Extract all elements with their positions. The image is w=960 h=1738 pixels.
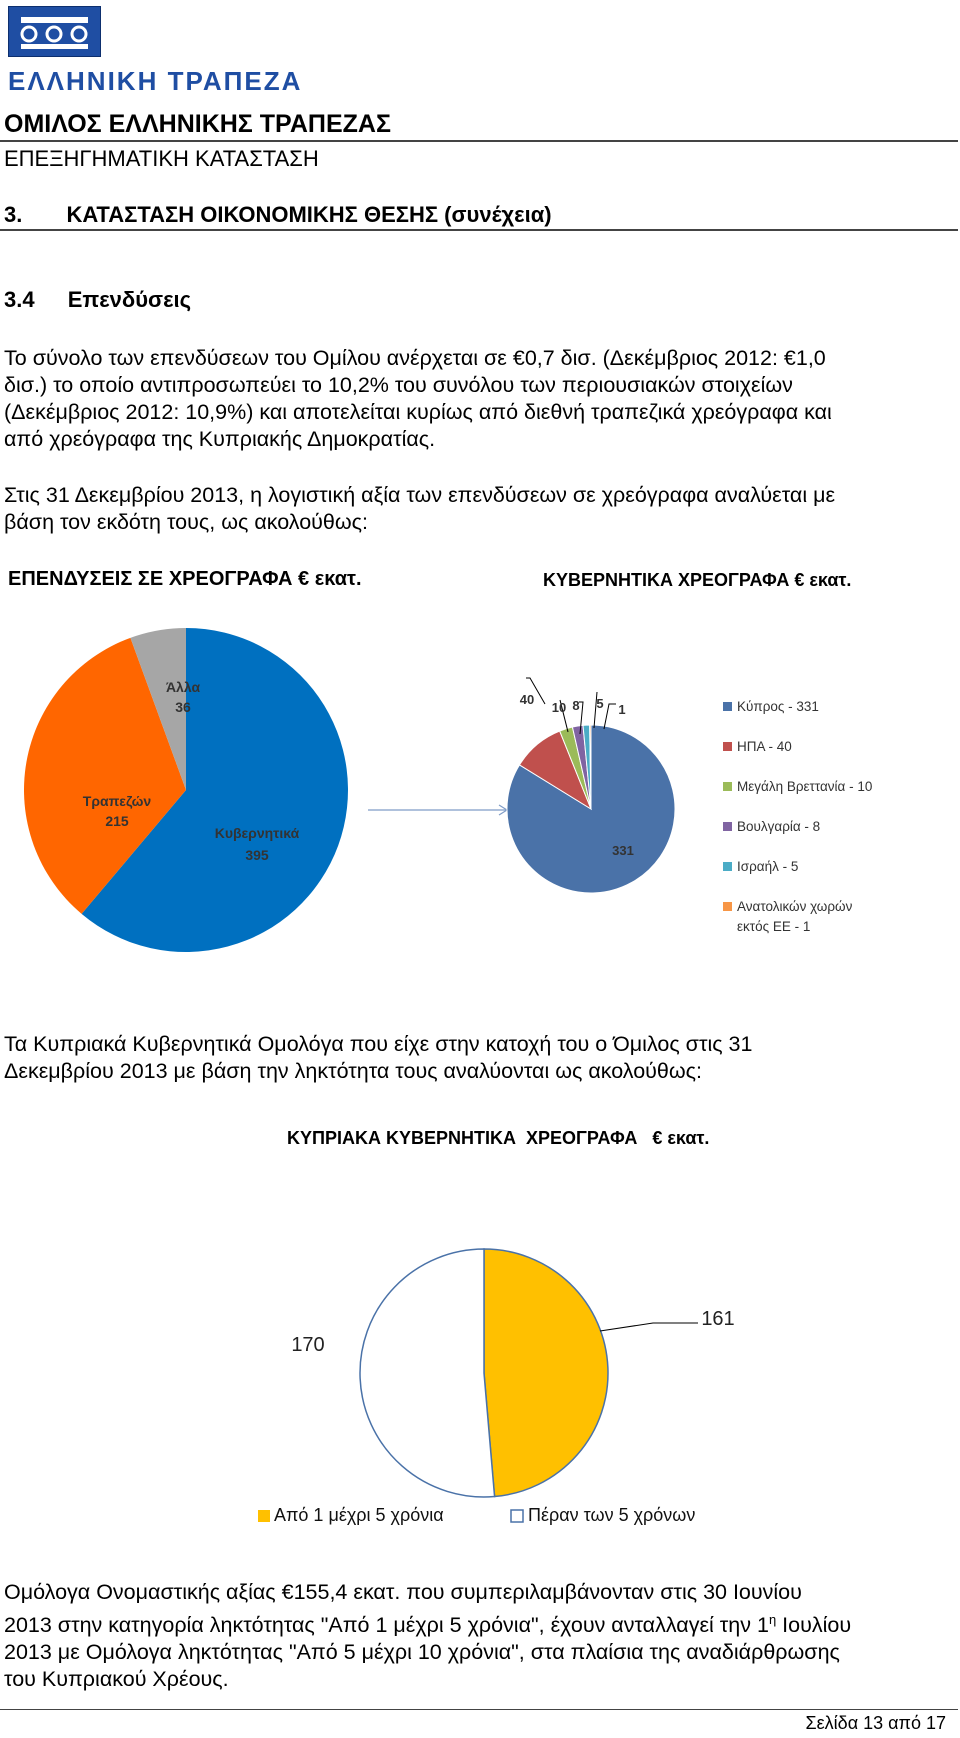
- text-line: [4, 1606, 949, 1639]
- bank-logo-text: ΕΛΛΗΝΙΚΗ ΤΡΑΠΕΖΑ: [8, 66, 303, 96]
- subsection-heading: [4, 287, 191, 313]
- slice-value-uk: 10: [551, 700, 567, 715]
- paragraph-maturity: [4, 1031, 949, 1085]
- pie-slice-1: [360, 1249, 495, 1497]
- chart-title-cyprus: ΚΥΠΡΙΑΚΑ ΚΥΒΕΡΝΗΤΙΚΑ ΧΡΕΟΓΡΑΦΑ € εκατ.: [287, 1128, 710, 1148]
- footer-divider: [0, 1709, 958, 1710]
- text-line: δισ.) το οποίο αντιπροσωπεύει το 10,2% του συνόλου των περιουσιακών στοιχείων: [4, 373, 793, 397]
- legend-swatch: [723, 742, 732, 751]
- text-line: 2013 με Ομόλογα ληκτότητας "Από 5 μέχρι 10 χρόνια", στα πλαίσια της αναδιάρθρωσης: [4, 1640, 840, 1665]
- slice-label-government: Κυβερνητικά: [214, 825, 300, 841]
- text-line: (Δεκέμβριος 2012: 10,9%) και αποτελείται κυρίως από διεθνή τραπεζικά χρεόγραφα και: [4, 400, 832, 424]
- legend-swatch: [723, 862, 732, 871]
- slice-value-israel: 5: [596, 696, 604, 711]
- text-line: του Κυπριακού Χρέους.: [4, 1667, 229, 1692]
- paragraph-investments: [4, 345, 949, 453]
- report-title: ΕΠΕΞΗΓΗΜΑΤΙΚΗ ΚΑΤΑΣΤΑΣΗ: [4, 146, 319, 171]
- section-number: 3.: [4, 202, 23, 227]
- text-line: Το σύνολο των επενδύσεων του Ομίλου ανέρχεται σε €0,7 δισ. (Δεκέμβριος 2012: €1,0: [4, 346, 826, 370]
- text-line: Δεκεμβρίου 2013 με βάση την ληκτότητα τους αναλύονται ως ακολούθως:: [4, 1059, 703, 1083]
- legend-swatch: [258, 1510, 270, 1522]
- pie-chart-investments: [24, 628, 348, 952]
- pie-slice-0: [484, 1249, 608, 1497]
- group-title: ΟΜΙΛΟΣ ΕΛΛΗΝΙΚΗΣ ΤΡΑΠΕΖΑΣ: [4, 110, 391, 138]
- legend-eastern-l1: Ανατολικών χωρών: [737, 899, 853, 914]
- legend-swatch: [723, 702, 732, 711]
- slice-value-government: 395: [245, 847, 269, 863]
- legend-swatch: [723, 782, 732, 791]
- arrow-connector: [368, 805, 507, 815]
- slice-value-cyprus: 331: [612, 843, 634, 858]
- paragraph-analysis: [4, 482, 949, 536]
- slice-label-banks: Τραπεζών: [82, 793, 152, 809]
- legend-over-5-years: Πέραν των 5 χρόνων: [528, 1505, 696, 1525]
- pie2-legend: [723, 699, 872, 934]
- legend-cyprus: Κύπρος - 331: [737, 699, 819, 714]
- text-line: από χρεόγραφα της Κυπριακής Δημοκρατίας.: [4, 427, 436, 451]
- slice-value-bulgaria: 8: [572, 698, 580, 713]
- pie-chart-government: [507, 725, 675, 893]
- legend-swatch: [723, 822, 732, 831]
- legend-uk: Μεγάλη Βρεττανία - 10: [737, 779, 873, 794]
- legend-swatch: [723, 902, 732, 911]
- slice-value-eastern: 1: [618, 702, 626, 717]
- slice-value-1-5: 161: [701, 1308, 735, 1330]
- temple-logo-icon: [9, 7, 100, 56]
- text-part: 2013 στην κατηγορία ληκτότητας "Από 1 μέχρι 5 χρόνια", έχουν ανταλλαγεί την 1: [4, 1613, 769, 1638]
- slice-value-usa: 40: [519, 692, 535, 707]
- legend-usa: ΗΠΑ - 40: [737, 739, 792, 754]
- superscript: η: [768, 1612, 777, 1627]
- cyprus-maturity-chart: [0, 1180, 960, 1540]
- subsection-number: 3.4: [4, 287, 35, 312]
- paragraph-exchange: [4, 1579, 949, 1693]
- divider: [0, 140, 958, 142]
- section-title: ΚΑΤΑΣΤΑΣΗ ΟΙΚΟΝΟΜΙΚΗΣ ΘΕΣΗΣ (συνέχεια): [66, 202, 552, 227]
- legend-israel: Ισραήλ - 5: [737, 859, 799, 874]
- text-line: Τα Κυπριακά Κυβερνητικά Ομολόγα που είχε στην κατοχή του ο Όμιλος στις 31: [4, 1032, 753, 1056]
- slice-label-other: Άλλα: [165, 679, 201, 695]
- pie3-legend: [258, 1505, 695, 1525]
- legend-eastern-l2: εκτός ΕΕ - 1: [737, 919, 811, 934]
- section-heading: [4, 202, 552, 228]
- page-number: Σελίδα 13 από 17: [805, 1713, 946, 1733]
- investment-charts: [0, 600, 960, 1000]
- leader-line: [600, 1323, 698, 1331]
- slice-value-other: 36: [175, 699, 191, 715]
- slice-value-over-5: 170: [291, 1334, 325, 1356]
- text-line: Ομόλογα Ονομαστικής αξίας €155,4 εκατ. που συμπεριλαμβάνονταν στις 30 Ιουνίου: [4, 1580, 802, 1604]
- text-line: βάση τον εκδότη τους, ως ακολούθως:: [4, 510, 368, 534]
- legend-bulgaria: Βουλγαρία - 8: [737, 819, 821, 834]
- chart-title-investments: ΕΠΕΝΔΥΣΕΙΣ ΣΕ ΧΡΕΟΓΡΑΦΑ € εκατ.: [8, 568, 362, 590]
- divider: [0, 229, 958, 231]
- chart-title-government: ΚΥΒΕΡΝΗΤΙΚΑ ΧΡΕΟΓΡΑΦΑ € εκατ.: [543, 570, 852, 590]
- subsection-title: Επενδύσεις: [67, 287, 192, 312]
- legend-1-5-years: Από 1 μέχρι 5 χρόνια: [274, 1505, 444, 1525]
- text-line: Στις 31 Δεκεμβρίου 2013, η λογιστική αξία των επενδύσεων σε χρεόγραφα αναλύεται με: [4, 483, 836, 507]
- text-part: Ιουλίου: [776, 1613, 852, 1638]
- pie-chart-cyprus: [360, 1249, 608, 1497]
- legend-swatch: [511, 1510, 523, 1522]
- bank-logo: [8, 6, 101, 57]
- slice-value-banks: 215: [105, 813, 129, 829]
